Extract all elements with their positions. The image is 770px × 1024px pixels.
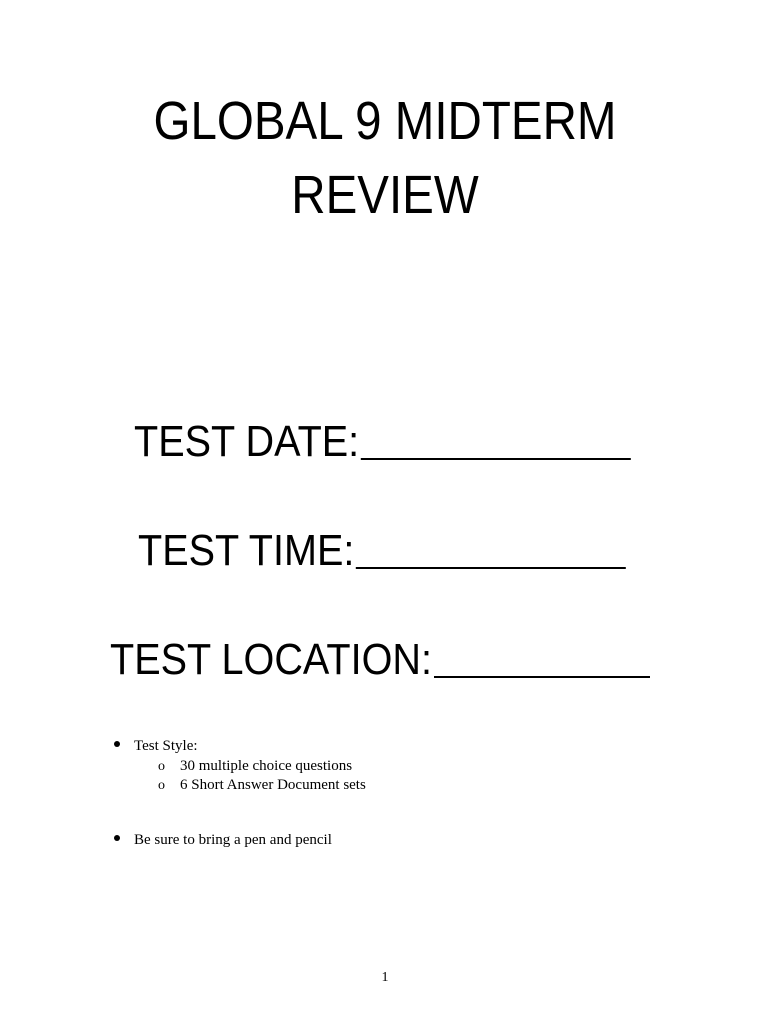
test-style-label: Test Style: xyxy=(134,738,198,754)
list-item-test-style xyxy=(114,738,198,755)
hollow-bullet-icon: o xyxy=(158,759,165,774)
list-subitem xyxy=(158,777,366,794)
test-date-field xyxy=(134,417,631,466)
test-date-label: TEST DATE: xyxy=(134,417,360,466)
reminder-text: Be sure to bring a pen and pencil xyxy=(134,832,332,848)
list-subitem xyxy=(158,758,352,775)
hollow-bullet-icon: o xyxy=(158,778,165,793)
subitem-text: 30 multiple choice questions xyxy=(180,758,353,774)
test-location-blank-line xyxy=(434,642,650,678)
subitem-text: 6 Short Answer Document sets xyxy=(180,777,366,793)
page-number: 1 xyxy=(381,970,389,985)
test-location-field xyxy=(110,635,650,684)
test-time-label: TEST TIME: xyxy=(138,526,355,575)
bullet-icon xyxy=(114,741,120,747)
test-location-label: TEST LOCATION: xyxy=(110,635,432,684)
test-date-blank-line xyxy=(361,424,631,460)
test-time-field xyxy=(138,526,626,575)
list-item-reminder xyxy=(114,832,332,849)
bullet-icon xyxy=(114,835,120,841)
page-title-line-1: GLOBAL 9 MIDTERM xyxy=(153,91,617,151)
test-time-blank-line xyxy=(356,533,626,569)
page-title-line-2: REVIEW xyxy=(291,165,479,225)
